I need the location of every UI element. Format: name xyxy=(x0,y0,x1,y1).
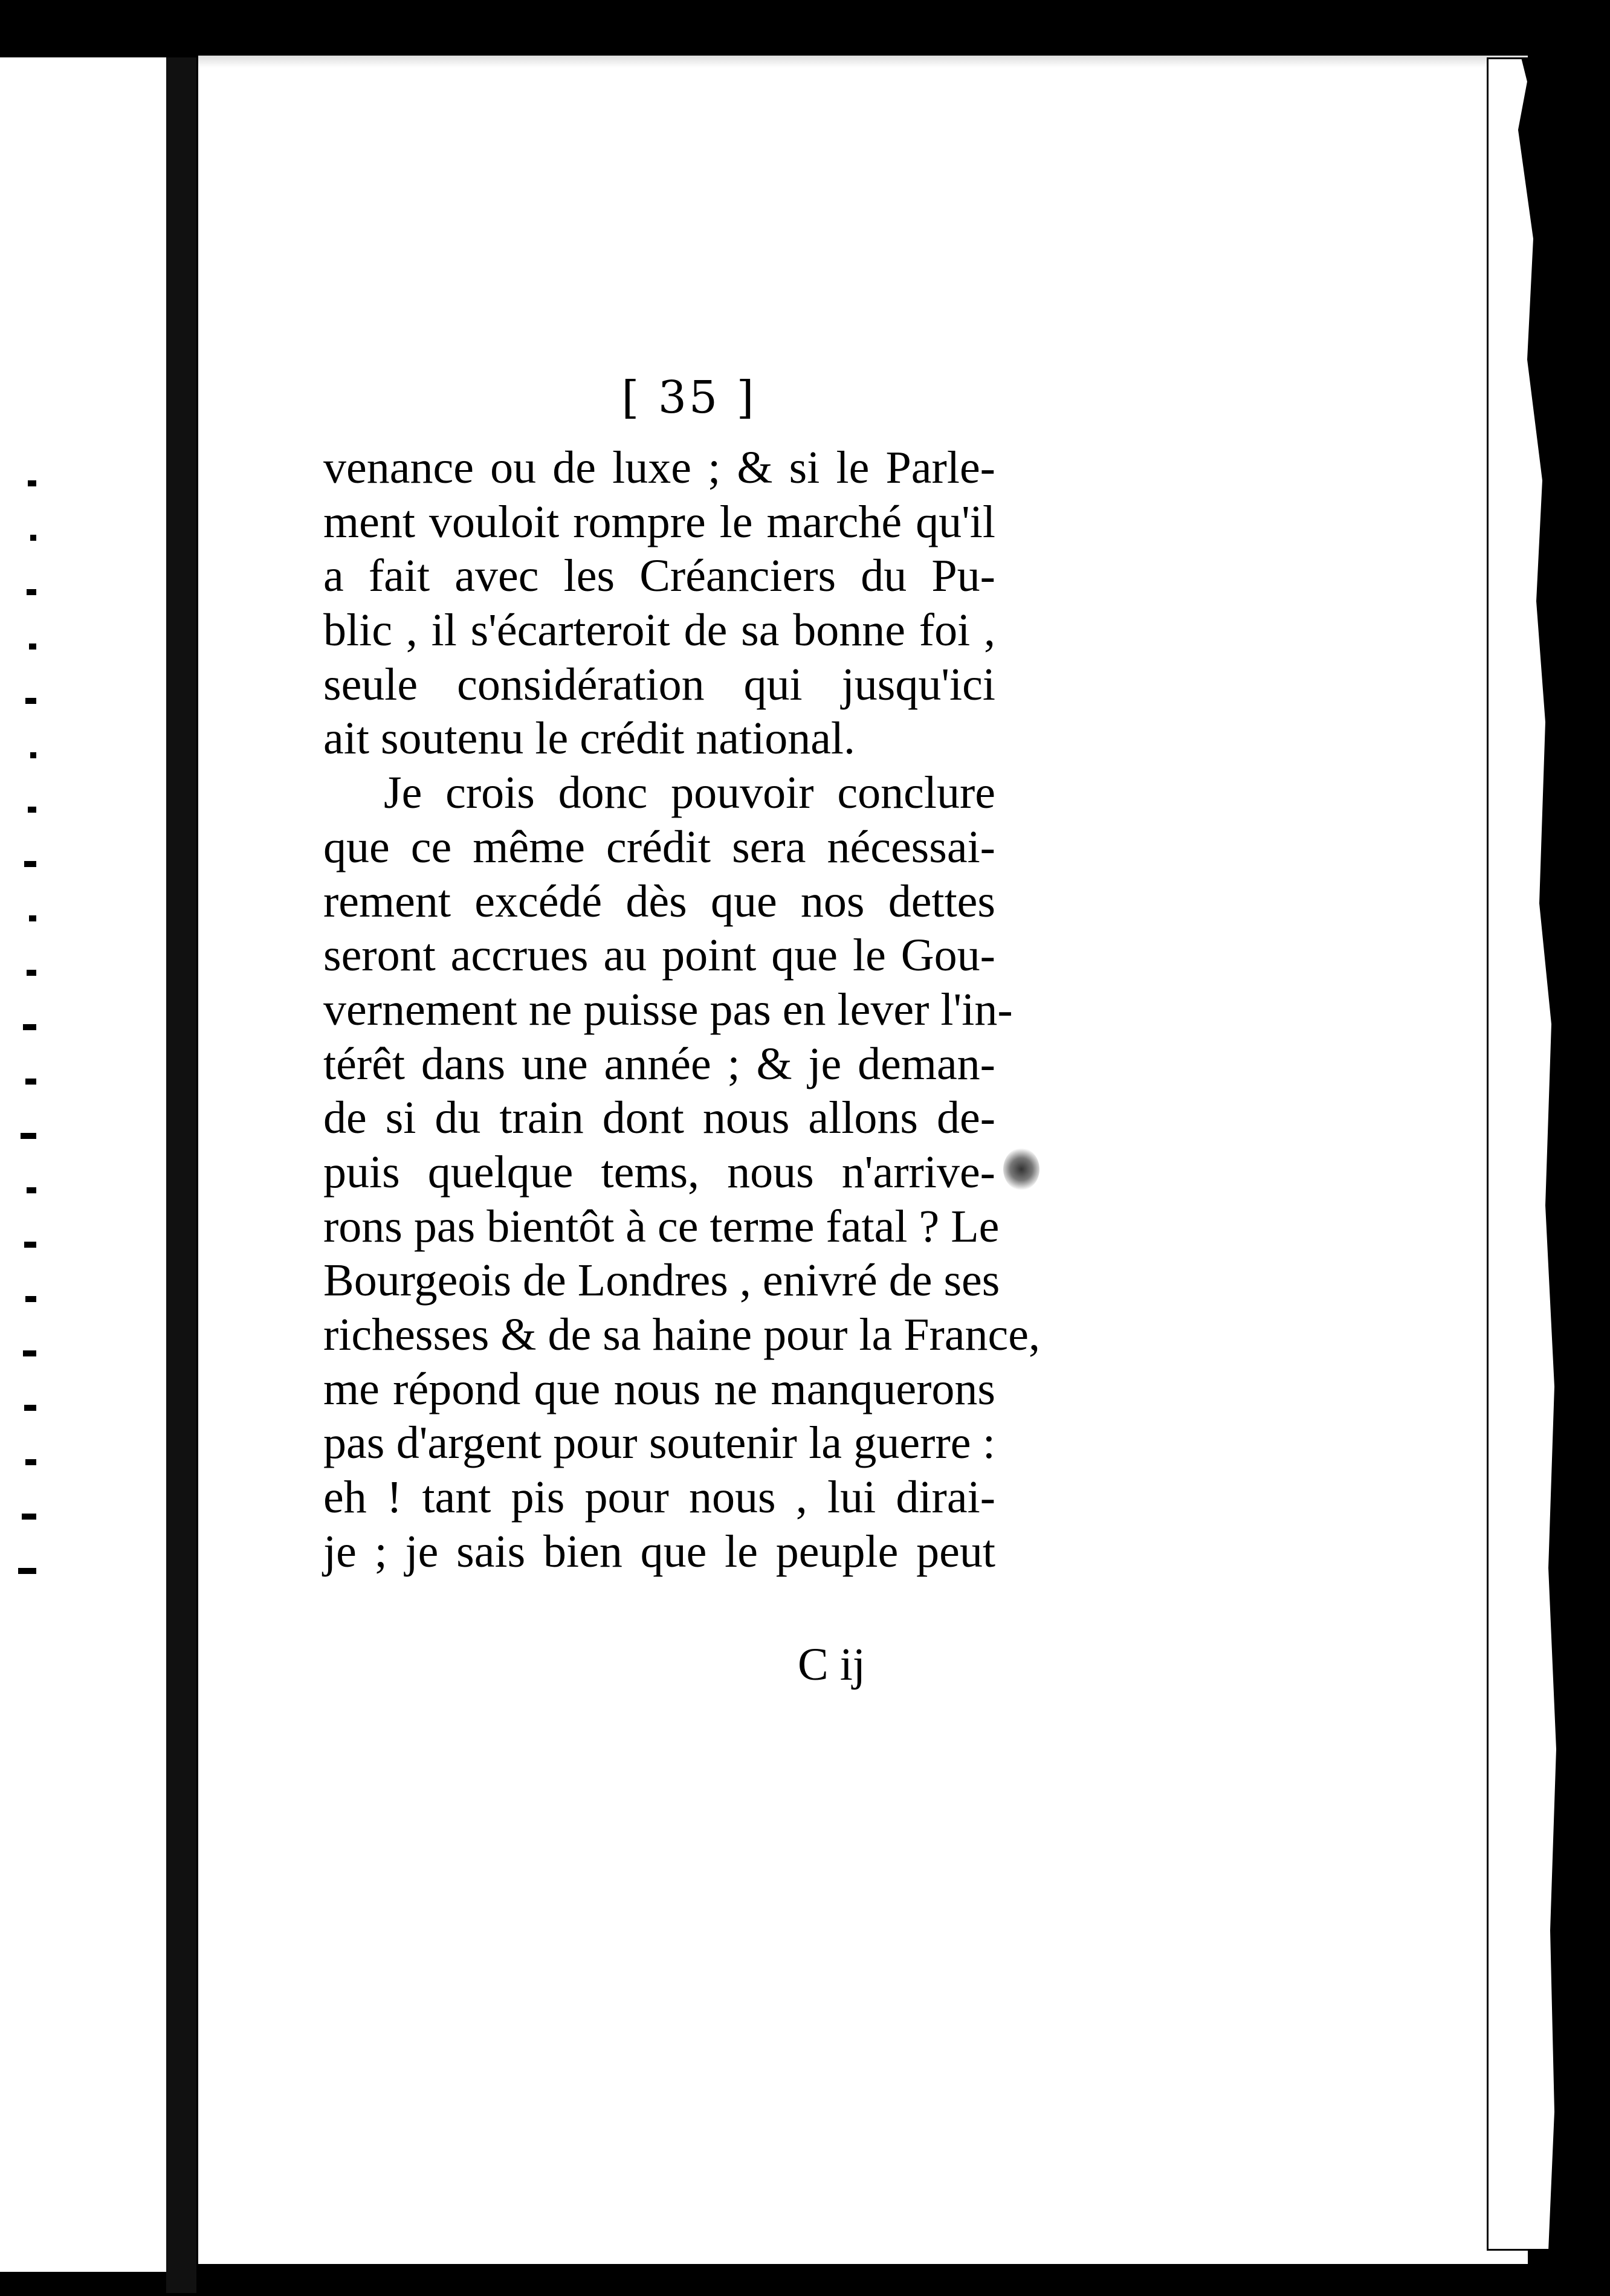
text-line: eh ! tant pis pour nous , lui dirai- xyxy=(323,1472,995,1523)
text-line: je ; je sais bien que le peuple peut xyxy=(323,1526,995,1577)
ragged-page-edge xyxy=(1487,57,1559,2251)
ink-blot xyxy=(1003,1148,1039,1190)
page-body-text xyxy=(323,441,1041,1579)
text-line: de si du train dont nous allons de- xyxy=(323,1092,995,1144)
text-line: seront accrues au point que le Gou- xyxy=(323,930,995,981)
text-line: que ce même crédit sera nécessai- xyxy=(323,821,995,872)
page-number: [ 35 ] xyxy=(621,372,757,424)
left-page-text-edge xyxy=(0,480,36,1689)
text-line: me répond que nous ne manquerons xyxy=(323,1363,995,1414)
text-line: rement excédé dès que nos dettes xyxy=(323,876,995,927)
text-line: pas d'argent pour soutenir la guerre : xyxy=(323,1417,995,1469)
text-line: Bourgeois de Londres , enivré de ses xyxy=(323,1255,1000,1306)
signature-mark: C ij xyxy=(798,1639,865,1690)
text-line: richesses & de sa haine pour la France, xyxy=(323,1309,1041,1360)
book-gutter xyxy=(166,57,196,2293)
text-line: puis quelque tems, nous n'arrive- xyxy=(323,1146,995,1198)
text-line: venance ou de luxe ; & si le Parle- xyxy=(323,442,995,493)
text-line: seule considération qui jusqu'ici xyxy=(323,659,995,710)
page-top-shadow xyxy=(198,56,1528,68)
text-line: ment vouloit rompre le marché qu'il xyxy=(323,496,995,547)
text-line: a fait avec les Créanciers du Pu- xyxy=(323,550,995,602)
text-line-paragraph-start: Je crois donc pouvoir conclure xyxy=(384,767,995,819)
text-line: vernement ne puisse pas en lever l'in- xyxy=(323,984,1013,1035)
left-facing-page xyxy=(0,57,166,2272)
text-line: térêt dans une année ; & je deman- xyxy=(323,1038,995,1089)
text-line: blic , il s'écarteroit de sa bonne foi , xyxy=(323,605,995,656)
text-line: ait soutenu le crédit national. xyxy=(323,713,856,764)
text-line: rons pas bientôt à ce terme fatal ? Le xyxy=(323,1201,1000,1252)
